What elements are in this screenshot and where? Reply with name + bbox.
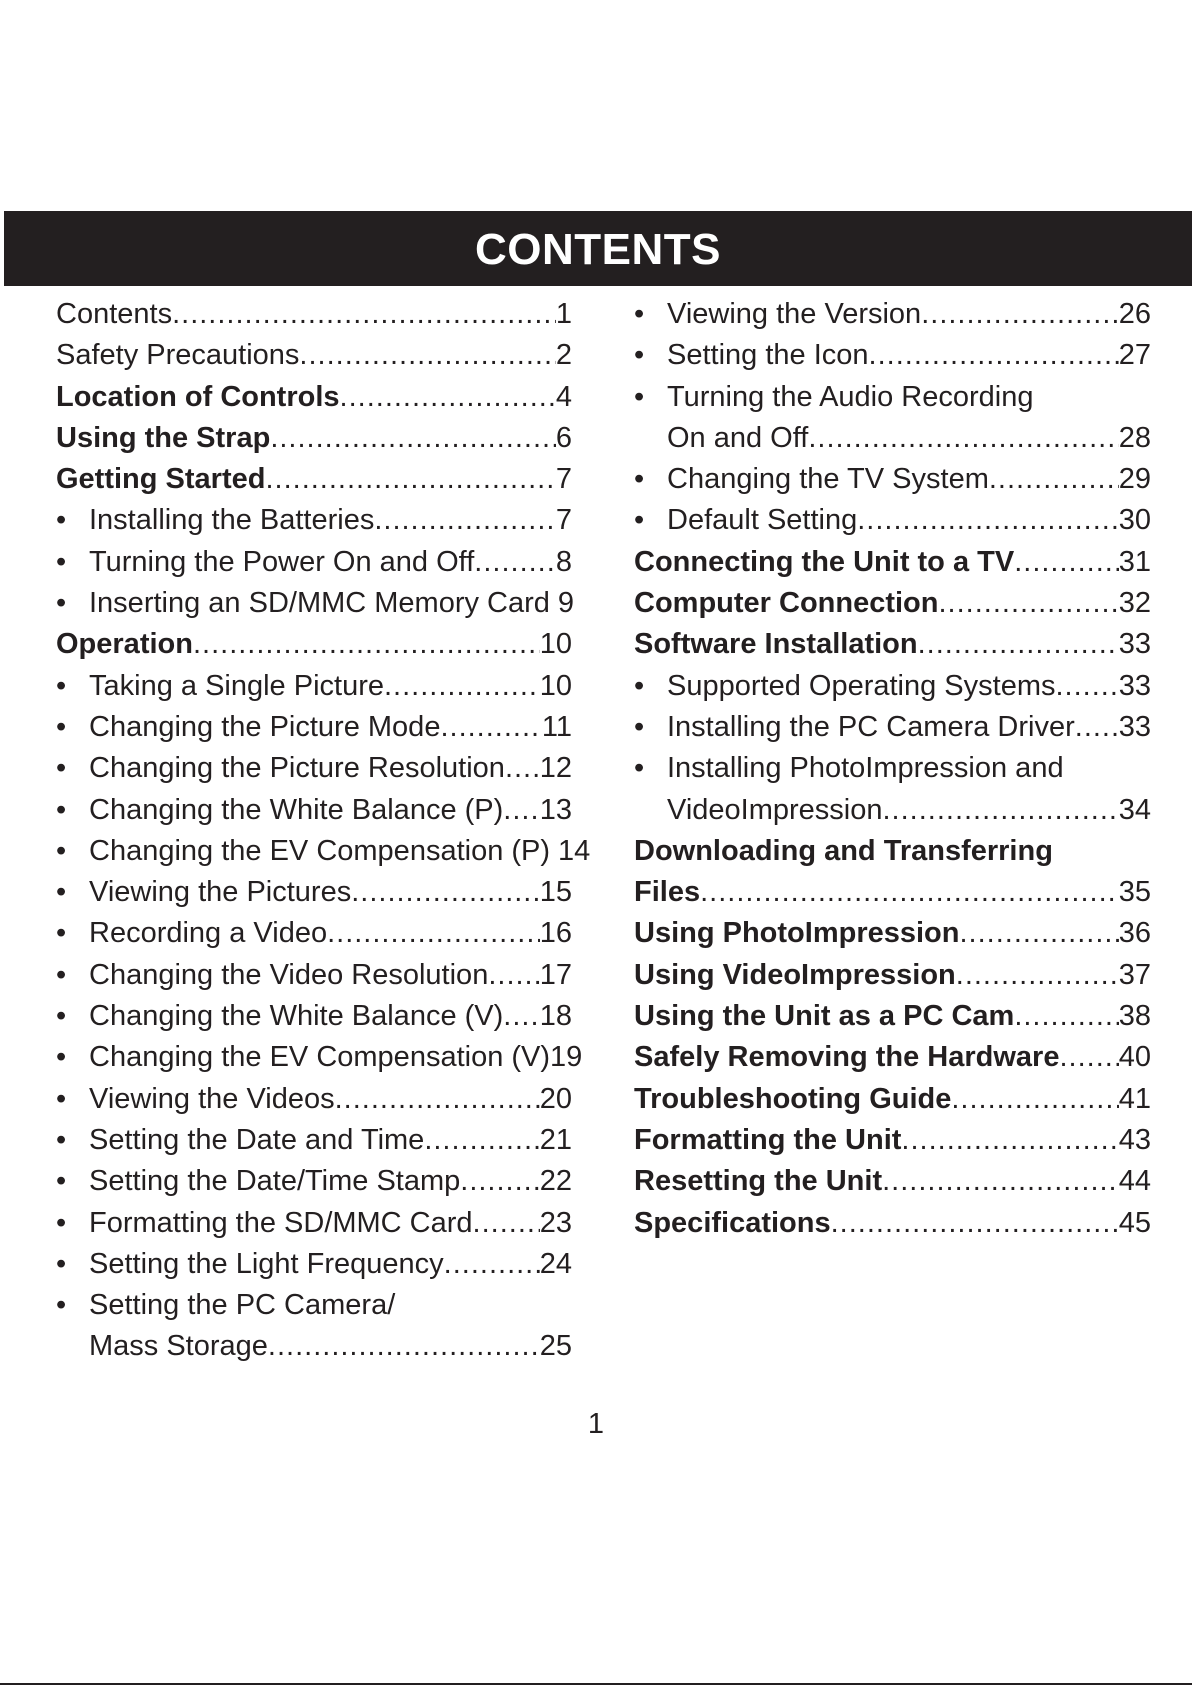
dot-leader	[831, 1203, 1119, 1244]
dot-leader	[956, 955, 1119, 996]
toc-entry-page: 12	[539, 752, 572, 785]
toc-entry-page: 11	[541, 710, 572, 743]
toc-entry-page: 4	[555, 380, 572, 413]
dot-leader	[474, 542, 556, 583]
toc-entry	[634, 459, 1151, 500]
toc-entry	[56, 666, 572, 707]
toc-entry-page: 35	[1118, 876, 1151, 909]
toc-entry-page: 15	[539, 876, 572, 909]
toc-entry-title: Changing the White Balance (V)	[89, 1000, 504, 1033]
toc-entry	[634, 996, 1151, 1037]
toc-entry	[634, 624, 1151, 665]
toc-entry	[634, 707, 1151, 748]
toc-entry-page: 21	[539, 1123, 572, 1156]
toc-entry-page: 31	[1118, 545, 1151, 578]
toc-entry-page: 33	[1118, 669, 1151, 702]
dot-leader	[882, 790, 1118, 831]
toc-entry-title: Changing the Video Resolution	[89, 958, 489, 991]
toc-entry-title: Taking a Single Picture	[89, 669, 384, 702]
toc-entry-title: Installing the Batteries	[89, 504, 375, 537]
bullet-icon: •	[56, 1041, 67, 1074]
bullet-icon: •	[56, 545, 67, 578]
toc-entry-title: VideoImpression	[667, 793, 883, 826]
dot-leader	[989, 459, 1119, 500]
toc-entry-title: Setting the Icon	[667, 339, 869, 372]
toc-entry-page: 44	[1118, 1165, 1151, 1198]
toc-entry-title: Changing the TV System	[667, 463, 989, 496]
toc-entry-title: Using VideoImpression	[634, 958, 956, 991]
bullet-icon: •	[56, 1000, 67, 1033]
toc-entry	[634, 790, 1151, 831]
dot-leader	[268, 1326, 540, 1367]
toc-entry-title: Viewing the Videos	[89, 1082, 335, 1115]
toc-right-column	[634, 294, 1151, 1244]
dot-leader	[857, 500, 1119, 541]
bullet-icon: •	[56, 587, 67, 620]
toc-entry-title: Formatting the SD/MMC Card	[89, 1206, 473, 1239]
toc-entry-page: 14	[558, 834, 591, 867]
dot-leader	[700, 872, 1119, 913]
bullet-icon: •	[56, 669, 67, 702]
toc-entry	[634, 1037, 1151, 1078]
toc-entry-page: 13	[539, 793, 572, 826]
dot-leader	[374, 500, 556, 541]
toc-entry	[56, 913, 572, 954]
toc-entry-title: Files	[634, 876, 701, 909]
dot-leader	[503, 790, 539, 831]
dot-leader	[918, 624, 1119, 665]
toc-entry-title: Turning the Power On and Off	[89, 545, 475, 578]
bullet-icon: •	[56, 1289, 67, 1322]
toc-entry	[634, 666, 1151, 707]
bullet-icon: •	[634, 339, 645, 372]
dot-leader	[444, 1244, 540, 1285]
toc-entry-page: 9	[557, 587, 575, 620]
toc-entry	[634, 1161, 1151, 1202]
toc-entry	[634, 748, 1151, 789]
toc-entry-title: Turning the Audio Recording	[667, 380, 1034, 413]
dot-leader	[503, 996, 539, 1037]
toc-entry-page: 38	[1118, 1000, 1151, 1033]
toc-entry-title: Downloading and Transferring	[634, 834, 1053, 867]
toc-entry-title: Software Installation	[634, 628, 918, 661]
toc-entry	[56, 1161, 572, 1202]
dot-leader	[335, 1079, 540, 1120]
dot-leader	[1059, 1037, 1118, 1078]
toc-entry	[56, 955, 572, 996]
dot-leader	[808, 418, 1118, 459]
bullet-icon: •	[56, 834, 67, 867]
toc-entry-title: Setting the Date/Time Stamp	[89, 1165, 461, 1198]
toc-entry-title: Changing the White Balance (P)	[89, 793, 504, 826]
bullet-icon: •	[56, 958, 67, 991]
dot-leader	[270, 418, 556, 459]
bullet-icon: •	[56, 793, 67, 826]
toc-entry	[56, 583, 575, 624]
toc-entry-page: 20	[539, 1082, 572, 1115]
toc-entry-title: Troubleshooting Guide	[634, 1082, 952, 1115]
toc-entry	[56, 1079, 572, 1120]
toc-entry	[56, 624, 572, 665]
toc-entry	[56, 294, 572, 335]
toc-entry	[56, 1285, 572, 1326]
toc-entry-page: 29	[1118, 463, 1151, 496]
toc-entry-title: Location of Controls	[56, 380, 340, 413]
toc-entry-title: Inserting an SD/MMC Memory Card	[89, 587, 550, 620]
toc-entry	[56, 748, 572, 789]
bullet-icon: •	[56, 710, 67, 743]
toc-entry	[56, 1037, 583, 1078]
toc-entry-title: Safety Precautions	[56, 339, 300, 372]
toc-entry-title: Using the Unit as a PC Cam	[634, 1000, 1015, 1033]
dot-leader	[882, 1161, 1119, 1202]
bullet-icon: •	[56, 876, 67, 909]
toc-entry	[56, 831, 591, 872]
toc-entry	[634, 955, 1151, 996]
dot-leader	[939, 583, 1119, 624]
toc-entry-page: 10	[539, 669, 572, 702]
toc-entry-title: Mass Storage	[89, 1330, 268, 1363]
dot-leader	[440, 707, 541, 748]
dot-leader	[340, 377, 556, 418]
toc-entry	[634, 500, 1151, 541]
toc-entry	[56, 459, 572, 500]
toc-entry-title: Setting the PC Camera/	[89, 1289, 396, 1322]
dot-leader	[488, 955, 539, 996]
toc-entry-page: 6	[555, 421, 572, 454]
dot-leader	[1055, 666, 1118, 707]
toc-entry-title: Changing the Picture Mode	[89, 710, 441, 743]
toc-entry-page: 26	[1118, 298, 1151, 330]
dot-leader	[424, 1120, 539, 1161]
bullet-icon: •	[634, 669, 645, 702]
dot-leader	[1014, 996, 1118, 1037]
toc-entry-page: 25	[539, 1330, 572, 1363]
toc-entry	[56, 377, 572, 418]
toc-entry	[56, 542, 572, 583]
toc-entry	[56, 500, 572, 541]
dot-leader	[505, 748, 540, 789]
toc-entry	[634, 1079, 1151, 1120]
toc-entry-page: 18	[539, 1000, 572, 1033]
bullet-icon: •	[634, 752, 645, 785]
toc-entry-title: Changing the Picture Resolution	[89, 752, 505, 785]
toc-entry-title: Recording a Video	[89, 917, 328, 950]
toc-left-column	[56, 294, 591, 1368]
toc-entry-title: Contents	[56, 298, 173, 330]
toc-entry	[634, 872, 1151, 913]
toc-entry-title: Setting the Date and Time	[89, 1123, 425, 1156]
toc-entry	[634, 377, 1151, 418]
toc-entry	[634, 913, 1151, 954]
toc-entry-page: 7	[555, 504, 572, 537]
dot-leader	[921, 294, 1119, 335]
toc-entry-title: Viewing the Version	[667, 298, 922, 330]
dot-leader	[959, 913, 1118, 954]
dot-leader	[1014, 542, 1119, 583]
toc-entry-page: 2	[555, 339, 572, 372]
toc-entry-page: 34	[1118, 793, 1151, 826]
toc-entry	[634, 335, 1151, 376]
toc-entry-page: 23	[539, 1206, 572, 1239]
toc-entry	[634, 294, 1151, 335]
bullet-icon: •	[634, 380, 645, 413]
toc-entry-page: 40	[1118, 1041, 1151, 1074]
toc-entry	[56, 1203, 572, 1244]
dot-leader	[460, 1161, 539, 1202]
bullet-icon: •	[634, 710, 645, 743]
toc-entry-title: Installing PhotoImpression and	[667, 752, 1064, 785]
toc-entry-title: Computer Connection	[634, 587, 939, 620]
dot-leader	[869, 335, 1119, 376]
toc-entry	[634, 583, 1151, 624]
toc-entry-page: 41	[1118, 1082, 1151, 1115]
dot-leader	[193, 624, 540, 665]
toc-entry-title: Viewing the Pictures	[89, 876, 352, 909]
dot-leader	[1075, 707, 1119, 748]
toc-entry-page: 43	[1118, 1123, 1151, 1156]
toc-entry	[56, 418, 572, 459]
bullet-icon: •	[56, 1206, 67, 1239]
toc-entry-page: 19	[550, 1041, 583, 1074]
toc-entry-title: Installing the PC Camera Driver	[667, 710, 1075, 743]
dot-leader	[299, 335, 555, 376]
bullet-icon: •	[634, 298, 645, 330]
bullet-icon: •	[56, 1123, 67, 1156]
toc-entry-page: 30	[1118, 504, 1151, 537]
toc-entry-page: 8	[555, 545, 572, 578]
toc-entry-title: Setting the Light Frequency	[89, 1247, 444, 1280]
toc-entry	[634, 542, 1151, 583]
toc-entry	[634, 1120, 1151, 1161]
toc-entry-title: Formatting the Unit	[634, 1123, 902, 1156]
toc-entry-page: 36	[1118, 917, 1151, 950]
toc-entry-page: 37	[1118, 958, 1151, 991]
dot-leader	[473, 1203, 540, 1244]
dot-leader	[951, 1079, 1118, 1120]
toc-entry-page: 32	[1118, 587, 1151, 620]
dot-leader	[172, 294, 556, 335]
toc-entry-page: 33	[1118, 710, 1151, 743]
toc-entry-page: 45	[1118, 1206, 1151, 1239]
bullet-icon: •	[634, 504, 645, 537]
toc-entry-page: 28	[1118, 421, 1151, 454]
toc-entry-title: Safely Removing the Hardware	[634, 1041, 1060, 1074]
bullet-icon: •	[56, 752, 67, 785]
contents-banner	[4, 211, 1192, 286]
toc-entry	[56, 996, 572, 1037]
bullet-icon: •	[56, 1165, 67, 1198]
toc-entry-page: 17	[539, 958, 572, 991]
toc-entry	[56, 872, 572, 913]
toc-entry-page: 1	[555, 298, 572, 330]
toc-entry-title: Changing the EV Compensation (V)	[89, 1041, 551, 1074]
dot-leader	[384, 666, 540, 707]
toc-entry-title: Specifications	[634, 1206, 831, 1239]
toc-entry-title: Supported Operating Systems	[667, 669, 1056, 702]
toc-entry	[634, 418, 1151, 459]
toc-entry-title: On and Off	[667, 421, 809, 454]
toc-entry-title: Changing the EV Compensation (P)	[89, 834, 551, 867]
bullet-icon: •	[634, 463, 645, 496]
page-number: 1	[587, 1408, 605, 1440]
toc-entry	[56, 335, 572, 376]
toc-entry	[56, 1244, 572, 1285]
toc-entry	[56, 1120, 572, 1161]
page-title: CONTENTS	[475, 224, 721, 274]
toc-entry-page: 27	[1118, 339, 1151, 372]
toc-entry-title: Operation	[56, 628, 193, 661]
toc-entry-title: Connecting the Unit to a TV	[634, 545, 1015, 578]
bullet-icon: •	[56, 917, 67, 950]
toc-entry	[56, 707, 572, 748]
toc-entry-title: Using PhotoImpression	[634, 917, 960, 950]
toc-entry-page: 10	[539, 628, 572, 661]
toc-entry-title: Default Setting	[667, 504, 858, 537]
toc-entry-page: 33	[1118, 628, 1151, 661]
toc-entry-page: 24	[539, 1247, 572, 1280]
toc-entry-title: Resetting the Unit	[634, 1165, 883, 1198]
dot-leader	[901, 1120, 1118, 1161]
dot-leader	[265, 459, 555, 500]
dot-leader	[327, 913, 540, 954]
toc-entry	[634, 1203, 1151, 1244]
toc-entry-page: 22	[539, 1165, 572, 1198]
toc-entry-page: 16	[539, 917, 572, 950]
toc-entry-page: 7	[555, 463, 572, 496]
toc-entry-title: Using the Strap	[56, 421, 271, 454]
bullet-icon: •	[56, 504, 67, 537]
bullet-icon: •	[56, 1247, 67, 1280]
toc-entry	[56, 790, 572, 831]
toc-entry-title: Getting Started	[56, 463, 266, 496]
bullet-icon: •	[56, 1082, 67, 1115]
toc-entry	[56, 1326, 572, 1367]
toc-entry	[634, 831, 1151, 872]
dot-leader	[351, 872, 540, 913]
